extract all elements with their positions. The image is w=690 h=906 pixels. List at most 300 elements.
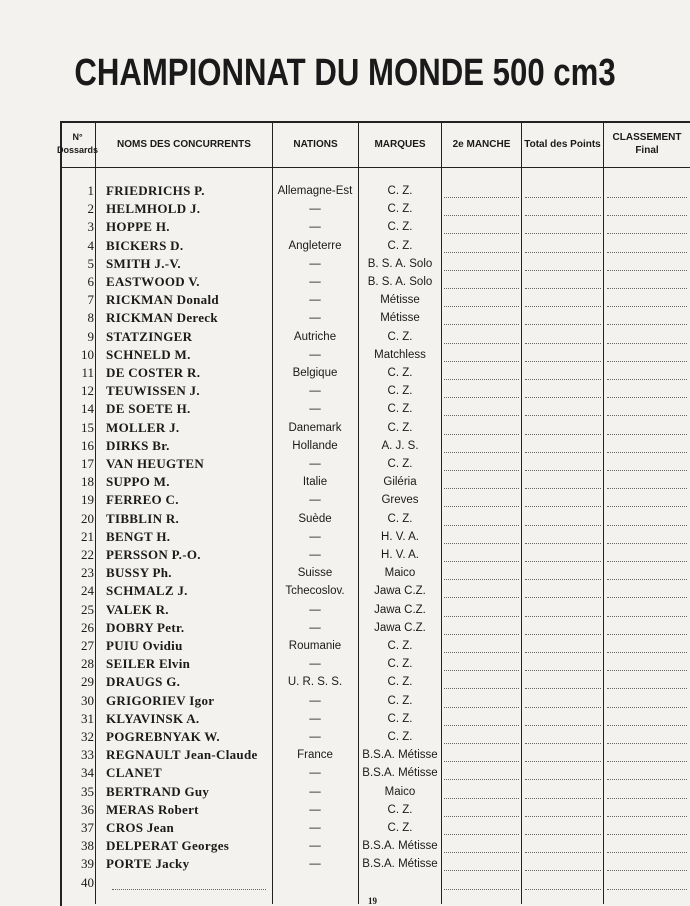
manche-blank [444,743,519,744]
rider-marque: Maico [384,785,416,798]
classement-blank [607,324,687,325]
rider-name: TIBBLIN R. [106,510,180,526]
manche-blank [444,288,519,289]
classement-blank [607,252,687,253]
rider-nation: Hollande [292,439,338,452]
rider-name: RICKMAN Dereck [106,310,218,326]
header-divider [60,167,690,168]
header-manche: 2e MANCHE [452,138,511,150]
total-blank [525,597,601,598]
classement-blank [607,743,687,744]
rider-nation: — [309,385,321,398]
manche-blank [444,834,519,835]
rider-marque: Matchless [374,348,426,361]
total-blank [525,343,601,344]
rider-nation: Roumanie [288,640,342,652]
classement-blank [607,834,687,835]
header-noms: NOMS DES CONCURRENTS [117,138,251,150]
rider-marque: C. Z. [387,712,413,725]
manche-blank [444,725,519,726]
dossard-number: 21 [81,528,94,544]
total-blank [525,233,601,234]
manche-blank [444,361,519,362]
total-blank [525,397,601,398]
classement-blank [607,561,687,562]
manche-blank [444,634,519,635]
rider-nation: — [309,221,321,234]
table-row [0,637,690,655]
dossard-number: 5 [87,255,94,271]
rider-nation: — [309,694,321,707]
rider-name: TEUWISSEN J. [106,383,200,399]
classement-blank [607,288,687,289]
manche-blank [444,252,519,253]
header-total: Total des Points [524,138,601,150]
rider-nation: — [309,494,321,507]
table-row [0,655,690,673]
rider-name: HELMHOLD J. [106,201,201,217]
rider-marque: Métisse [380,312,420,325]
dossard-number: 26 [81,619,94,635]
total-blank [525,688,601,689]
rider-name: BICKERS D. [106,237,184,253]
manche-blank [444,707,519,708]
table-row [0,473,690,491]
total-blank [525,270,601,271]
rider-marque: H. V. A. [381,549,419,561]
rider-marque: H. V. A. [381,530,419,543]
rider-nation: — [309,658,321,671]
table-row [0,291,690,309]
classement-blank [607,707,687,708]
dossard-number: 30 [81,692,94,708]
dossard-number: 40 [81,874,94,890]
classement-blank [607,816,687,817]
rider-name: DOBRY Petr. [106,619,185,635]
classement-blank [607,525,687,526]
rider-nation: — [309,348,321,361]
dossard-number: 18 [81,474,94,490]
rider-marque: Jawa C.Z. [374,585,426,598]
table-row [0,673,690,691]
rider-name: REGNAULT Jean-Claude [106,747,258,763]
classement-blank [607,343,687,344]
dossard-number: 19 [81,492,94,508]
rider-marque: C. Z. [387,694,413,707]
table-row [0,582,690,600]
rider-marque: C. Z. [387,367,413,379]
classement-blank [607,306,687,307]
rider-name: EASTWOOD V. [106,274,200,289]
table-row [0,783,690,801]
rider-nation: Danemark [288,421,342,434]
table-row [0,218,690,236]
rider-nation: — [309,203,321,216]
rider-marque: C. Z. [387,239,413,252]
manche-blank [444,324,519,325]
rider-nation: — [309,822,321,834]
total-blank [525,561,601,562]
manche-blank [444,779,519,780]
rider-nation: Tchecoslov. [285,585,345,598]
rider-marque: B.S.A. Métisse [362,767,438,780]
table-row [0,273,690,291]
table-row [0,510,690,528]
classement-blank [607,506,687,507]
rider-marque: C. Z. [387,822,413,834]
classement-blank [607,616,687,617]
rider-nation: — [309,403,321,416]
total-blank [525,288,601,289]
rider-name: DRAUGS G. [106,674,181,690]
dossard-number: 4 [87,237,94,253]
total-blank [525,306,601,307]
total-blank [525,252,601,253]
rider-nation: Allemagne-Est [277,185,353,197]
dossard-number: 17 [81,456,94,471]
total-blank [525,634,601,635]
rider-marque: Maico [384,567,416,580]
total-blank [525,834,601,835]
dossard-number: 37 [81,820,94,835]
rider-name: BUSSY Ph. [106,565,172,581]
table-row [0,546,690,564]
manche-blank [444,506,519,507]
rider-marque: B.S.A. Métisse [362,858,438,871]
rider-name: DE COSTER R. [106,365,201,380]
dossard-number: 28 [81,656,94,672]
table-row [0,819,690,837]
table-row [0,801,690,819]
rider-nation: — [309,840,321,853]
rider-name: POGREBNYAK W. [106,729,220,744]
rider-nation: France [297,749,333,762]
classement-blank [607,233,687,234]
manche-blank [444,561,519,562]
total-blank [525,488,601,489]
total-blank [525,379,601,380]
rider-name: DE SOETE H. [106,401,191,417]
dossard-number: 6 [87,274,94,289]
rider-name: VAN HEUGTEN [106,456,205,471]
classement-blank [607,761,687,762]
rider-nation: — [309,621,321,634]
table-row [0,710,690,728]
dossard-number: 27 [81,638,94,653]
table-row [0,455,690,473]
rider-name: PORTE Jacky [106,856,190,872]
table-row [0,400,690,418]
dossard-number: 25 [81,601,94,617]
rider-marque: C. Z. [387,330,413,343]
rider-name: CROS Jean [106,820,175,835]
rider-name: MOLLER J. [106,419,180,435]
total-blank [525,215,601,216]
rider-marque: B. S. A. Solo [367,276,433,288]
dossard-number: 33 [81,747,94,763]
manche-blank [444,852,519,853]
dossard-number: 32 [81,729,94,744]
manche-blank [444,415,519,416]
manche-blank [444,652,519,653]
manche-blank [444,306,519,307]
table-row [0,200,690,218]
dossard-number: 12 [81,383,94,399]
manche-blank [444,597,519,598]
dossard-number: 36 [81,801,94,817]
dossard-number: 22 [81,547,94,562]
total-blank [525,470,601,471]
rider-nation: Suisse [297,567,333,580]
table-row [0,346,690,364]
dossard-number: 2 [87,201,94,217]
rider-name: CLANET [106,765,162,781]
total-blank [525,616,601,617]
rider-name: RICKMAN Donald [106,292,219,308]
classement-blank [607,670,687,671]
dossard-number: 16 [81,437,94,453]
dossard-number: 10 [81,346,94,362]
classement-blank [607,634,687,635]
manche-blank [444,761,519,762]
dossard-number: 3 [87,219,94,235]
rider-nation: — [309,712,321,725]
dossard-number: 38 [81,838,94,854]
classement-blank [607,852,687,853]
rider-nation: — [309,312,321,325]
table-row [0,437,690,455]
manche-blank [444,397,519,398]
table-row [0,528,690,546]
manche-blank [444,579,519,580]
dossard-number: 24 [81,583,94,599]
table-row [0,874,690,892]
manche-blank [444,616,519,617]
rider-marque: B.S.A. Métisse [362,749,438,762]
classement-blank [607,488,687,489]
total-blank [525,725,601,726]
rider-nation: — [309,458,321,470]
rider-name: BERTRAND Guy [106,783,210,799]
manche-blank [444,470,519,471]
total-blank [525,889,601,890]
header-dossards: N° Dossards [57,132,99,155]
table-row [0,601,690,619]
rider-marque: C. Z. [387,640,413,652]
rider-nation: — [309,530,321,543]
manche-blank [444,870,519,871]
total-blank [525,543,601,544]
rider-nation: — [309,785,321,798]
rider-name: SCHNELD M. [106,346,191,362]
rider-marque: B. S. A. Solo [367,257,433,270]
manche-blank [444,816,519,817]
total-blank [525,670,601,671]
header-nations: NATIONS [293,138,338,150]
classement-blank [607,361,687,362]
table-row [0,491,690,509]
total-blank [525,434,601,435]
rider-nation: Autriche [293,330,337,343]
rider-marque: C. Z. [387,658,413,671]
classement-blank [607,197,687,198]
dossard-number: 9 [87,328,94,344]
rider-marque: C. Z. [387,512,413,525]
rider-marque: C. Z. [387,185,413,197]
rider-marque: A. J. S. [381,439,419,452]
dossard-number: 1 [87,183,94,198]
header-classement: CLASSEMENT Final [612,132,682,156]
total-blank [525,852,601,853]
dossard-number: 23 [81,565,94,581]
rider-name: MERAS Robert [106,801,199,817]
total-blank [525,870,601,871]
classement-blank [607,470,687,471]
classement-blank [607,452,687,453]
manche-blank [444,889,519,890]
dossard-number: 31 [81,710,94,726]
rider-marque: C. Z. [387,421,413,434]
classement-blank [607,688,687,689]
classement-blank [607,270,687,271]
classement-blank [607,415,687,416]
classement-blank [607,579,687,580]
dossard-number: 35 [81,783,94,799]
total-blank [525,579,601,580]
table-row [0,382,690,400]
classement-blank [607,779,687,780]
table-row [0,692,690,710]
rider-name: PERSSON P.-O. [106,547,201,562]
rider-nation: — [309,276,321,288]
table-row [0,619,690,637]
table-row [0,855,690,873]
dossard-number: 7 [87,292,94,308]
rider-name: FERREO C. [106,492,179,508]
rider-nation: — [309,257,321,270]
rider-nation: Suède [298,512,332,525]
table-row [0,564,690,582]
rider-nation: Angleterre [288,239,342,252]
rider-nation: — [309,294,321,307]
header-marques: MARQUES [374,138,426,150]
manche-blank [444,670,519,671]
manche-blank [444,270,519,271]
classement-blank [607,543,687,544]
total-blank [525,197,601,198]
table-row [0,746,690,764]
table-row [0,328,690,346]
total-blank [525,415,601,416]
rider-marque: C. Z. [387,458,413,470]
total-blank [525,707,601,708]
rider-marque: C. Z. [387,676,413,689]
rider-marque: B.S.A. Métisse [362,840,438,853]
manche-blank [444,798,519,799]
table-row [0,364,690,382]
classement-blank [607,652,687,653]
manche-blank [444,543,519,544]
total-blank [525,452,601,453]
classement-blank [607,397,687,398]
classement-blank [607,434,687,435]
rider-nation: — [309,603,321,616]
rider-marque: C. Z. [387,203,413,216]
total-blank [525,816,601,817]
rider-marque: C. Z. [387,803,413,816]
rider-marque: Giléria [383,476,417,489]
dossard-number: 14 [81,401,94,417]
table-row [0,309,690,327]
total-blank [525,743,601,744]
rider-nation: — [309,549,321,561]
rider-name: DIRKS Br. [106,437,170,453]
total-blank [525,798,601,799]
page-number: 19 [368,896,377,906]
manche-blank [444,452,519,453]
rider-marque: Jawa C.Z. [374,603,426,616]
dossard-number: 29 [81,674,94,690]
classement-blank [607,798,687,799]
dossard-number: 11 [81,365,94,380]
manche-blank [444,434,519,435]
manche-blank [444,688,519,689]
dossard-number: 20 [81,510,94,526]
dossard-number: 8 [87,310,94,326]
classement-blank [607,215,687,216]
total-blank [525,506,601,507]
rider-name: KLYAVINSK A. [106,710,200,726]
table-row [0,419,690,437]
dossard-number: 34 [81,765,94,781]
total-blank [525,652,601,653]
rider-name: SMITH J.-V. [106,255,181,271]
classement-blank [607,889,687,890]
rider-marque: C. Z. [387,403,413,416]
total-blank [525,324,601,325]
dossard-number: 15 [81,419,94,435]
rider-name: BENGT H. [106,528,171,544]
rider-name: SUPPO M. [106,474,170,490]
table-row [0,728,690,746]
classement-blank [607,379,687,380]
name-blank [112,889,266,890]
total-blank [525,525,601,526]
manche-blank [444,233,519,234]
rider-name: VALEK R. [106,601,169,617]
rider-name: DELPERAT Georges [106,838,230,854]
table-row [0,764,690,782]
rider-marque: C. Z. [387,731,413,743]
rider-nation: — [309,803,321,816]
rider-nation: — [309,731,321,743]
table-row [0,255,690,273]
rider-marque: C. Z. [387,221,413,234]
manche-blank [444,215,519,216]
table-row [0,182,690,200]
rider-nation: Italie [302,476,328,489]
total-blank [525,761,601,762]
page-title: CHAMPIONNAT DU MONDE 500 cm3 [74,52,616,94]
rider-name: GRIGORIEV Igor [106,692,215,708]
rider-name: HOPPE H. [106,219,170,235]
total-blank [525,779,601,780]
manche-blank [444,525,519,526]
dossard-number: 39 [81,856,94,872]
table-row [0,237,690,255]
rider-name: STATZINGER [106,328,193,344]
manche-blank [444,343,519,344]
